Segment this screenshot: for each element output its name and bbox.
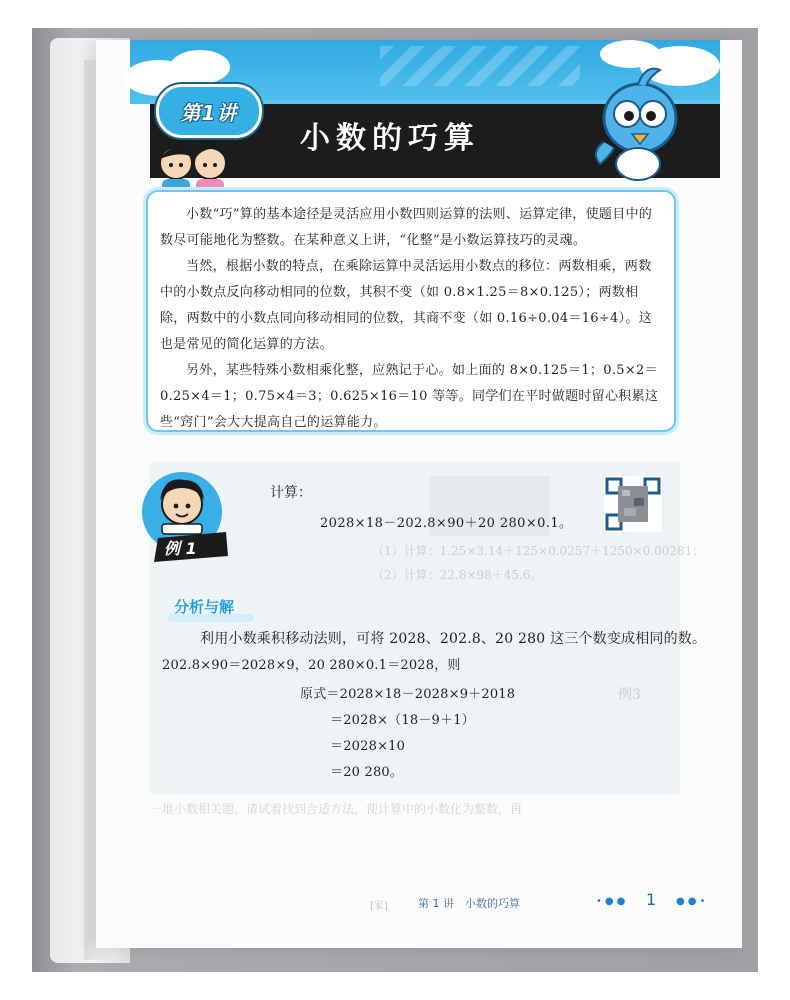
header-pattern <box>380 46 580 86</box>
lecture-badge <box>156 84 262 138</box>
footer-dots-left: •●● <box>596 896 629 907</box>
solution-line: ＝2028×（18－9＋1） <box>330 713 475 728</box>
lecture-badge-label: 第1讲 <box>180 100 238 125</box>
kids-icon <box>150 135 240 195</box>
qr-code-icon[interactable] <box>604 476 662 532</box>
page-title: 小数的巧算 <box>300 121 480 156</box>
solution-line: 202.8×90＝2028×9，20 280×0.1＝2028，则 <box>162 658 461 673</box>
footer-dots-right: ●●• <box>676 896 709 907</box>
example-formula: 2028×18－202.8×90＋20 280×0.1。 <box>320 516 573 531</box>
footer-chapter: 第 1 讲 小数的巧算 <box>418 897 520 910</box>
bleed-through-text: 例3 <box>618 687 641 703</box>
page-number: 1 <box>646 890 657 909</box>
solution-line: ＝2028×10 <box>330 739 406 754</box>
bleed-through-text: （2）计算：22.8×98＋45.6。 <box>372 568 543 582</box>
intro-paragraph: 小数“巧”算的基本途径是灵活应用小数四则运算的法则、运算定律，使题目中的数尽可能地化为整数。在某种意义上讲，“化整”是小数运算技巧的灵魂。 <box>160 207 653 248</box>
intro-text <box>160 202 660 436</box>
intro-paragraph: 另外，某些特殊小数相乘化整，应熟记于心。如上面的 8×0.125＝1；0.5×2＝0.25×4＝1；0.75×4＝3；0.625×16＝10 等等。同学们在平时做题时留心积累这些“窍门”会大大提高自己的运算能力。 <box>160 363 659 430</box>
cloud-decoration <box>170 50 230 84</box>
footer-ghost-text: [家] <box>370 901 388 912</box>
example-label: 例 1 <box>164 539 197 558</box>
bleed-through-text: （1）计算：1.25×3.14＋125×0.0257＋1250×0.00281； <box>372 544 705 558</box>
bleed-through-text: 一堆小数相关题，请试着找到合适方法，使计算中的小数化为整数，再 <box>150 802 523 816</box>
solution-line: 原式＝2028×18－2028×9＋2018 <box>300 687 516 702</box>
analysis-heading: 分析与解 <box>174 598 235 616</box>
mascot-bird-icon <box>580 56 690 186</box>
intro-paragraph: 当然，根据小数的特点，在乘除运算中灵活运用小数点的移位：两数相乘，两数中的小数点反向移动相同的位数，其积不变（如 0.8×1.25＝8×0.125）；两数相除，两数中的小数点同向移动相同的位数，其商不变（如 0.16÷0.04＝16÷4）。这也是常见的简化运算的方法。 <box>160 259 653 352</box>
student-avatar-icon <box>136 470 246 570</box>
solution-line: 利用小数乘积移动法则，可将 2028、202.8、20 280 这三个数变成相同的数。 <box>200 631 707 647</box>
solution-line: ＝20 280。 <box>330 765 404 780</box>
example-prompt: 计算： <box>270 485 312 501</box>
intro-box <box>146 190 676 432</box>
